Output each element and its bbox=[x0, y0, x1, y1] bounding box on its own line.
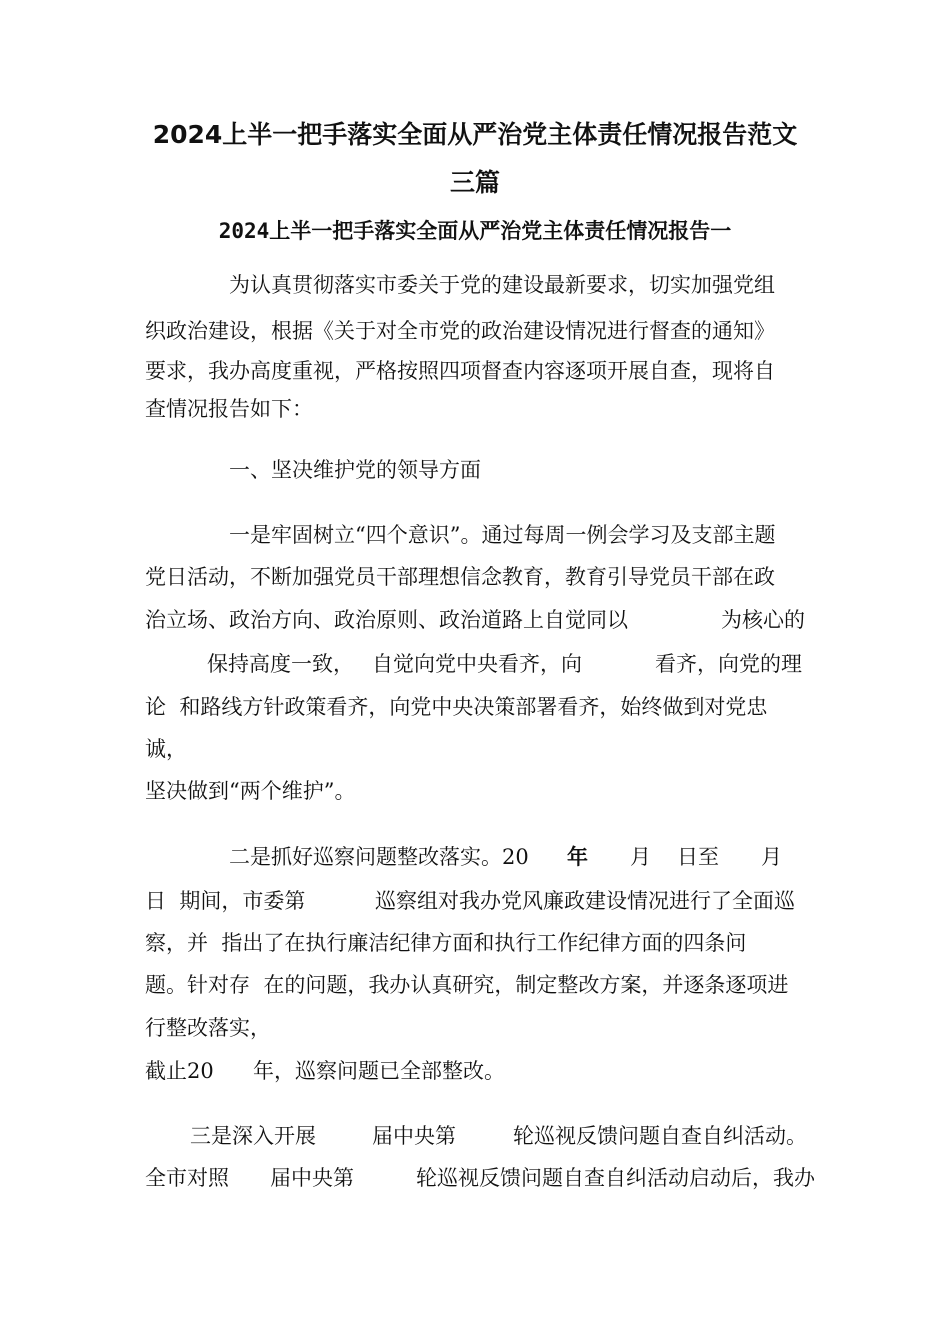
point2-line-5: 行整改落实， bbox=[145, 1016, 271, 1040]
point1-line-2: 党日活动，不断加强党员干部理想信念教育，教育引导党员干部在政 bbox=[145, 565, 775, 589]
point2-line-3: 察，并 指出了在执行廉洁纪律方面和执行工作纪律方面的四条问 bbox=[145, 931, 747, 955]
point1-line-1: 一是牢固树立“四个意识”。通过每周一例会学习及支部主题 bbox=[229, 523, 776, 547]
point3-line-2a: 全市对照 bbox=[145, 1166, 229, 1190]
point1-line-7: 坚决做到“两个维护”。 bbox=[145, 779, 356, 803]
document-title-line-1: 2024上半一把手落实全面从严治党主体责任情况报告范文 bbox=[152, 120, 798, 149]
point2-line-6a: 截止20 bbox=[145, 1059, 214, 1083]
intro-line-3: 要求，我办高度重视，严格按照四项督查内容逐项开展自查，现将自 bbox=[145, 359, 775, 383]
document-title-line-2: 三篇 bbox=[449, 168, 500, 197]
point3-line-2b: 届中央第 bbox=[270, 1166, 354, 1190]
section-subtitle: 2024上半一把手落实全面从严治党主体责任情况报告一 bbox=[218, 219, 732, 243]
point1-line-3a: 治立场、政治方向、政治原则、政治道路上自觉同以 bbox=[145, 608, 628, 632]
point3-line-2c: 轮巡视反馈问题自查自纠活动启动后，我办 bbox=[416, 1166, 815, 1190]
point1-line-6: 诚， bbox=[145, 737, 187, 761]
point2-day-to-label: 日至 bbox=[677, 845, 719, 869]
point1-line-5: 论 和路线方针政策看齐，向党中央决策部署看齐，始终做到对党忠 bbox=[145, 695, 768, 719]
point3-line-1a: 三是深入开展 bbox=[190, 1124, 316, 1148]
point1-line-3b: 为核心的 bbox=[721, 608, 805, 632]
point2-line-2a: 日 期间，市委第 bbox=[145, 889, 306, 913]
point2-line-4: 题。针对存 在的问题，我办认真研究，制定整改方案，并逐条逐项进 bbox=[145, 973, 789, 997]
point2-year-label: 年 bbox=[567, 845, 588, 869]
point1-line-4c: 看齐，向党的理 bbox=[655, 652, 802, 676]
point2-month-label-2: 月 bbox=[761, 845, 782, 869]
intro-line-4: 查情况报告如下： bbox=[145, 397, 313, 421]
point2-line-6b: 年，巡察问题已全部整改。 bbox=[253, 1059, 505, 1083]
point1-line-4b: 自觉向党中央看齐，向 bbox=[372, 652, 582, 676]
intro-line-2: 织政治建设，根据《关于对全市党的政治建设情况进行督查的通知》 bbox=[145, 319, 775, 343]
section-heading-1: 一、坚决维护党的领导方面 bbox=[229, 458, 481, 482]
point3-line-1c: 轮巡视反馈问题自查自纠活动。 bbox=[513, 1124, 807, 1148]
intro-line-1: 为认真贯彻落实市委关于党的建设最新要求，切实加强党组 bbox=[229, 273, 775, 297]
point2-line-2b: 巡察组对我办党风廉政建设情况进行了全面巡 bbox=[375, 889, 795, 913]
point1-line-4a: 保持高度一致， bbox=[207, 652, 354, 676]
point2-line-1a: 二是抓好巡察问题整改落实。20 bbox=[229, 845, 529, 869]
point3-line-1b: 届中央第 bbox=[372, 1124, 456, 1148]
point2-month-label: 月 bbox=[630, 845, 651, 869]
